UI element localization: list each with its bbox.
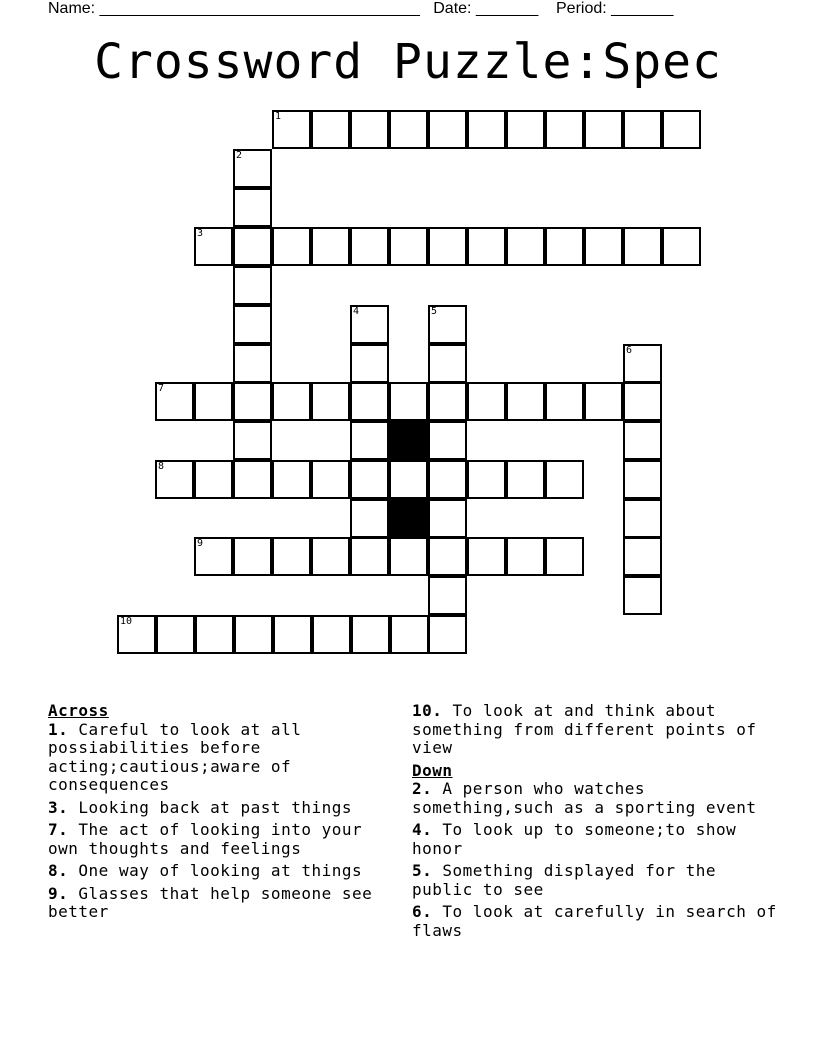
across-clue-1 [48,721,398,795]
grid-cell[interactable] [506,537,545,576]
grid-cell[interactable] [195,615,234,654]
grid-cell[interactable] [467,537,506,576]
across-clue-9 [48,885,398,922]
grid-cell[interactable] [506,227,545,266]
down-clue-5 [412,862,782,899]
grid-cell[interactable] [350,110,389,149]
grid-cell[interactable] [233,382,272,421]
grid-cell[interactable] [584,382,623,421]
clues-left-column [48,702,398,926]
grid-cell[interactable] [272,537,311,576]
grid-cell[interactable] [623,382,662,421]
grid-cell[interactable] [545,460,584,499]
grid-cell[interactable] [311,227,350,266]
grid-cell[interactable] [233,421,272,460]
clue-text: One way of looking at things [78,861,363,880]
grid-cell[interactable] [233,537,272,576]
grid-cell[interactable] [545,227,584,266]
clue-number: 9. [48,883,69,903]
grid-cell[interactable] [623,460,662,499]
clue-number: 6. [412,902,433,921]
grid-cell[interactable] [506,382,545,421]
clue-text: Careful to look at all possiabilities before acting;cautious;aware of consequences [48,719,302,794]
grid-cell[interactable] [389,382,428,421]
grid-cell[interactable] [311,382,350,421]
grid-cell[interactable] [428,615,467,654]
grid-cell[interactable] [623,227,662,266]
grid-cell[interactable] [234,615,273,654]
grid-cell[interactable] [350,460,389,499]
grid-cell[interactable] [233,344,272,383]
down-heading: Down [412,760,453,780]
clue-number-label: 6 [626,345,633,356]
grid-cell[interactable] [233,305,272,344]
across-clue-8 [48,862,398,881]
grid-cell[interactable] [350,421,389,460]
grid-cell[interactable] [467,382,506,421]
clue-number-label: 9 [197,538,204,549]
grid-cell[interactable] [428,499,467,538]
grid-cell[interactable] [351,615,390,654]
clue-number-label: 3 [197,228,204,239]
across-heading: Across [48,701,109,720]
grid-cell[interactable] [389,227,428,266]
clue-number: 1. [48,719,69,739]
grid-cell[interactable] [233,266,272,305]
grid-cell[interactable] [584,227,623,266]
grid-cell[interactable] [623,576,662,615]
clue-text: To look at and think about something from different points of view [412,701,757,757]
grid-cell[interactable] [233,188,272,227]
grid-cell[interactable] [233,227,272,266]
clue-text: The act of looking into your own thoughts and feelings [48,820,363,858]
clue-number: 10. [412,701,443,720]
grid-cell[interactable] [428,576,467,615]
grid-cell[interactable] [467,460,506,499]
grid-cell[interactable] [623,537,662,576]
clue-text: To look up to someone;to show honor [412,820,737,858]
grid-cell[interactable] [545,382,584,421]
clue-number: 8. [48,861,69,880]
grid-cell[interactable] [623,499,662,538]
clues-right-column [412,702,782,944]
across-clue-7 [48,821,398,858]
grid-cell[interactable] [623,110,662,149]
grid-cell[interactable] [428,227,467,266]
grid-cell[interactable] [506,460,545,499]
down-clue-2 [412,780,782,817]
clue-number: 3. [48,797,69,817]
grid-cell[interactable] [350,382,389,421]
clue-text: To look at carefully in search of flaws [412,902,777,940]
student-info-line: Name: ____________________________________ Date: _______ Period: _______ [48,0,674,17]
grid-cell[interactable] [545,110,584,149]
down-clue-6 [412,903,782,940]
clue-number-label: 4 [353,306,360,317]
puzzle-title: Crossword Puzzle:Spec [94,34,722,90]
grid-cell[interactable] [428,110,467,149]
grid-cell[interactable] [428,344,467,383]
grid-cell[interactable] [467,110,506,149]
clue-text: A person who watches something,such as a sporting event [412,779,757,817]
grid-cell[interactable] [273,615,312,654]
grid-cell[interactable] [662,227,701,266]
grid-cell[interactable] [350,344,389,383]
grid-cell[interactable] [312,615,351,654]
grid-cell[interactable] [233,460,272,499]
clue-number-label: 7 [158,383,165,394]
grid-cell[interactable] [389,537,428,576]
grid-cell[interactable] [390,615,429,654]
grid-cell[interactable] [506,110,545,149]
clue-number: 7. [48,820,69,839]
clue-text: Glasses that help someone see better [48,883,373,921]
clue-number-label: 2 [236,150,243,161]
grid-cell[interactable] [545,537,584,576]
blocked-cell [389,421,428,460]
grid-cell[interactable] [272,227,311,266]
clue-number: 2. [412,779,433,798]
across-clue-10 [412,702,782,758]
grid-cell[interactable] [311,110,350,149]
clue-text: Something displayed for the public to see [412,861,716,899]
grid-cell[interactable] [350,499,389,538]
grid-cell[interactable] [623,421,662,460]
down-clue-4 [412,821,782,858]
grid-cell[interactable] [350,537,389,576]
grid-cell[interactable] [194,460,233,499]
grid-cell[interactable] [428,537,467,576]
clue-number-label: 5 [431,306,438,317]
across-clue-3 [48,799,398,818]
grid-cell[interactable] [428,421,467,460]
grid-cell[interactable] [311,537,350,576]
clue-number-label: 10 [120,616,133,627]
clue-number: 5. [412,861,433,880]
grid-cell[interactable] [272,460,311,499]
clue-text: Looking back at past things [78,797,352,817]
grid-cell[interactable] [389,460,428,499]
blocked-cell [389,499,428,538]
grid-cell[interactable] [350,227,389,266]
grid-cell[interactable] [272,382,311,421]
clue-number-label: 1 [275,111,282,122]
grid-cell[interactable] [428,382,467,421]
grid-cell[interactable] [389,110,428,149]
clue-number-label: 8 [158,461,165,472]
grid-cell[interactable] [428,460,467,499]
grid-cell[interactable] [311,460,350,499]
grid-cell[interactable] [584,110,623,149]
grid-cell[interactable] [662,110,701,149]
grid-cell[interactable] [156,615,195,654]
grid-cell[interactable] [467,227,506,266]
clue-number: 4. [412,820,433,839]
grid-cell[interactable] [194,382,233,421]
